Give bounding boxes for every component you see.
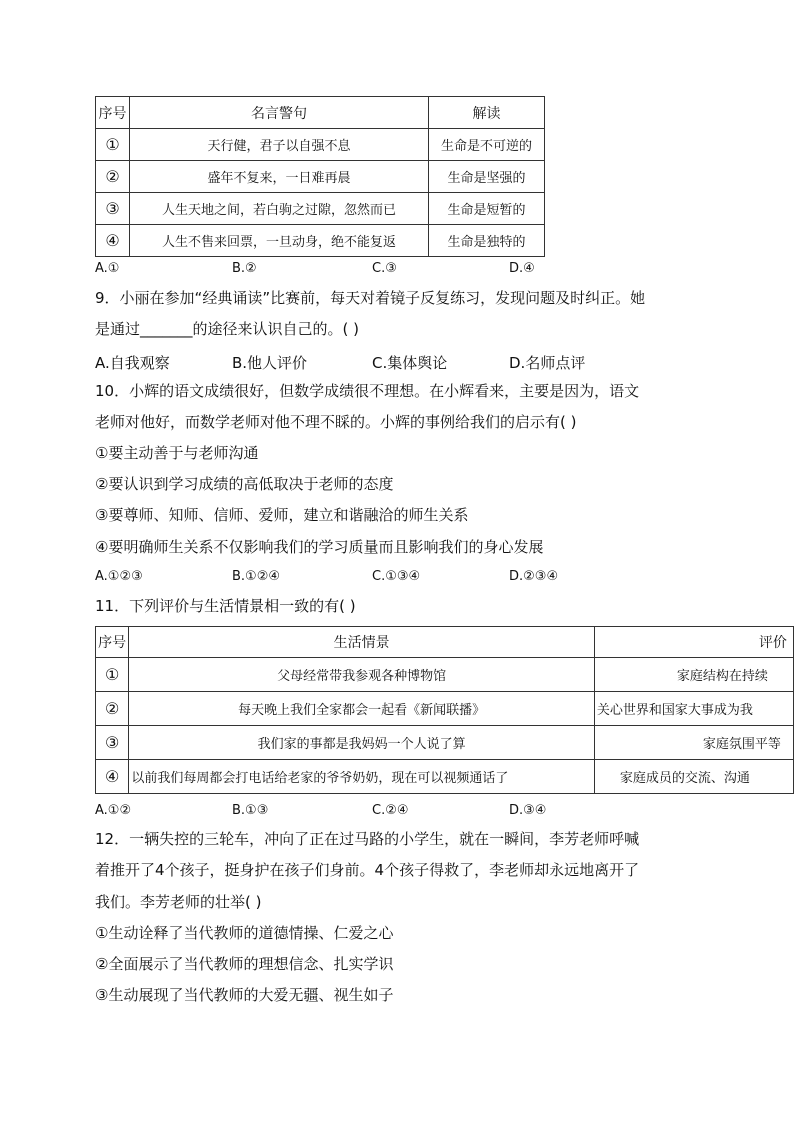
row-evaluation: 家庭氛围平等 [594,726,793,760]
table-header-row [96,627,794,658]
q10-item-3: ③要尊师、知师、信师、爱师，建立和谐融洽的师生关系 [95,506,469,524]
q12-stem-line2: 着推开了4个孩子，挺身护在孩子们身前。4个孩子得救了，李老师却永远地离开了 [95,861,640,879]
row-interpretation: 生命是坚强的 [429,161,545,193]
q10-stem-line2: 老师对他好，而数学老师对他不理不睬的。小辉的事例给我们的启示有( ) [95,413,577,431]
row-scene: 每天晚上我们全家都会一起看《新闻联播》 [129,692,595,726]
row-index: ② [96,692,129,726]
row-quote: 人生不售来回票，一旦动身，绝不能复返 [130,225,429,257]
row-interpretation: 生命是短暂的 [429,193,545,225]
row-interpretation: 生命是不可逆的 [429,129,545,161]
row-evaluation: 关心世界和国家大事成为我 [594,692,793,726]
row-index: ① [96,658,129,692]
q12-stem-line3: 我们。李芳老师的壮举( ) [95,893,262,911]
q10-item-1: ①要主动善于与老师沟通 [95,444,259,462]
header-interpretation: 解读 [429,97,545,129]
row-scene: 父母经常带我参观各种博物馆 [129,658,595,692]
q9-stem-line1: 9．小丽在参加“经典诵读”比赛前，每天对着镜子反复练习，发现问题及时纠正。她 [95,289,646,307]
option-a[interactable]: A.① [95,261,120,276]
header-index: 序号 [96,97,130,129]
row-interpretation: 生命是独特的 [429,225,545,257]
option-a[interactable]: A.①②③ [95,569,143,584]
row-index: ② [96,161,130,193]
q10-item-4: ④要明确师生关系不仅影响我们的学习质量而且影响我们的身心发展 [95,538,544,556]
q11-stem: 11．下列评价与生活情景相一致的有( ) [95,597,356,615]
row-index: ① [96,129,130,161]
q10-stem-line1: 10．小辉的语文成绩很好，但数学成绩很不理想。在小辉看来，主要是因为，语文 [95,382,640,400]
table-row [96,658,794,692]
header-quote: 名言警句 [130,97,429,129]
table-row [96,726,794,760]
option-d[interactable]: D.③④ [509,803,547,818]
q12-stem-line1: 12．一辆失控的三轮车，冲向了正在过马路的小学生，就在一瞬间，李芳老师呼喊 [95,830,640,848]
header-index: 序号 [96,627,129,658]
option-d[interactable]: D.名师点评 [509,354,586,372]
q10-item-2: ②要认识到学习成绩的高低取决于老师的态度 [95,475,394,493]
q12-item-1: ①生动诠释了当代教师的道德情操、仁爱之心 [95,924,394,942]
option-c[interactable]: C.③ [372,261,397,276]
row-quote: 盛年不复来，一日难再晨 [130,161,429,193]
option-c[interactable]: C.②④ [372,803,409,818]
row-index: ④ [96,760,129,794]
life-scenes-table [95,626,794,794]
row-index: ③ [96,193,130,225]
option-d[interactable]: D.④ [509,261,535,276]
option-b[interactable]: B.他人评价 [232,354,308,372]
option-b[interactable]: B.①②④ [232,569,281,584]
option-b[interactable]: B.①③ [232,803,269,818]
option-a[interactable]: A.自我观察 [95,354,170,372]
row-evaluation: 家庭结构在持续 [594,658,793,692]
option-c[interactable]: C.①③④ [372,569,421,584]
row-evaluation: 家庭成员的交流、沟通 [594,760,793,794]
q9-stem-line2: 是通过_______的途径来认识自己的。( ) [95,320,359,338]
header-scene: 生活情景 [129,627,595,658]
row-quote: 人生天地之间，若白驹之过隙，忽然而已 [130,193,429,225]
option-a[interactable]: A.①② [95,803,132,818]
row-quote: 天行健，君子以自强不息 [130,129,429,161]
header-evaluation: 评价 [594,627,793,658]
q12-item-2: ②全面展示了当代教师的理想信念、扎实学识 [95,955,394,973]
row-scene: 我们家的事都是我妈妈一个人说了算 [129,726,595,760]
option-b[interactable]: B.② [232,261,257,276]
row-scene: 以前我们每周都会打电话给老家的爷爷奶奶，现在可以视频通话了 [129,760,595,794]
q12-item-3: ③生动展现了当代教师的大爱无疆、视生如子 [95,986,394,1004]
q11-options [95,803,575,821]
table-row [96,760,794,794]
option-d[interactable]: D.②③④ [509,569,559,584]
table-row [96,692,794,726]
row-index: ③ [96,726,129,760]
row-index: ④ [96,225,130,257]
option-c[interactable]: C.集体舆论 [372,354,448,372]
